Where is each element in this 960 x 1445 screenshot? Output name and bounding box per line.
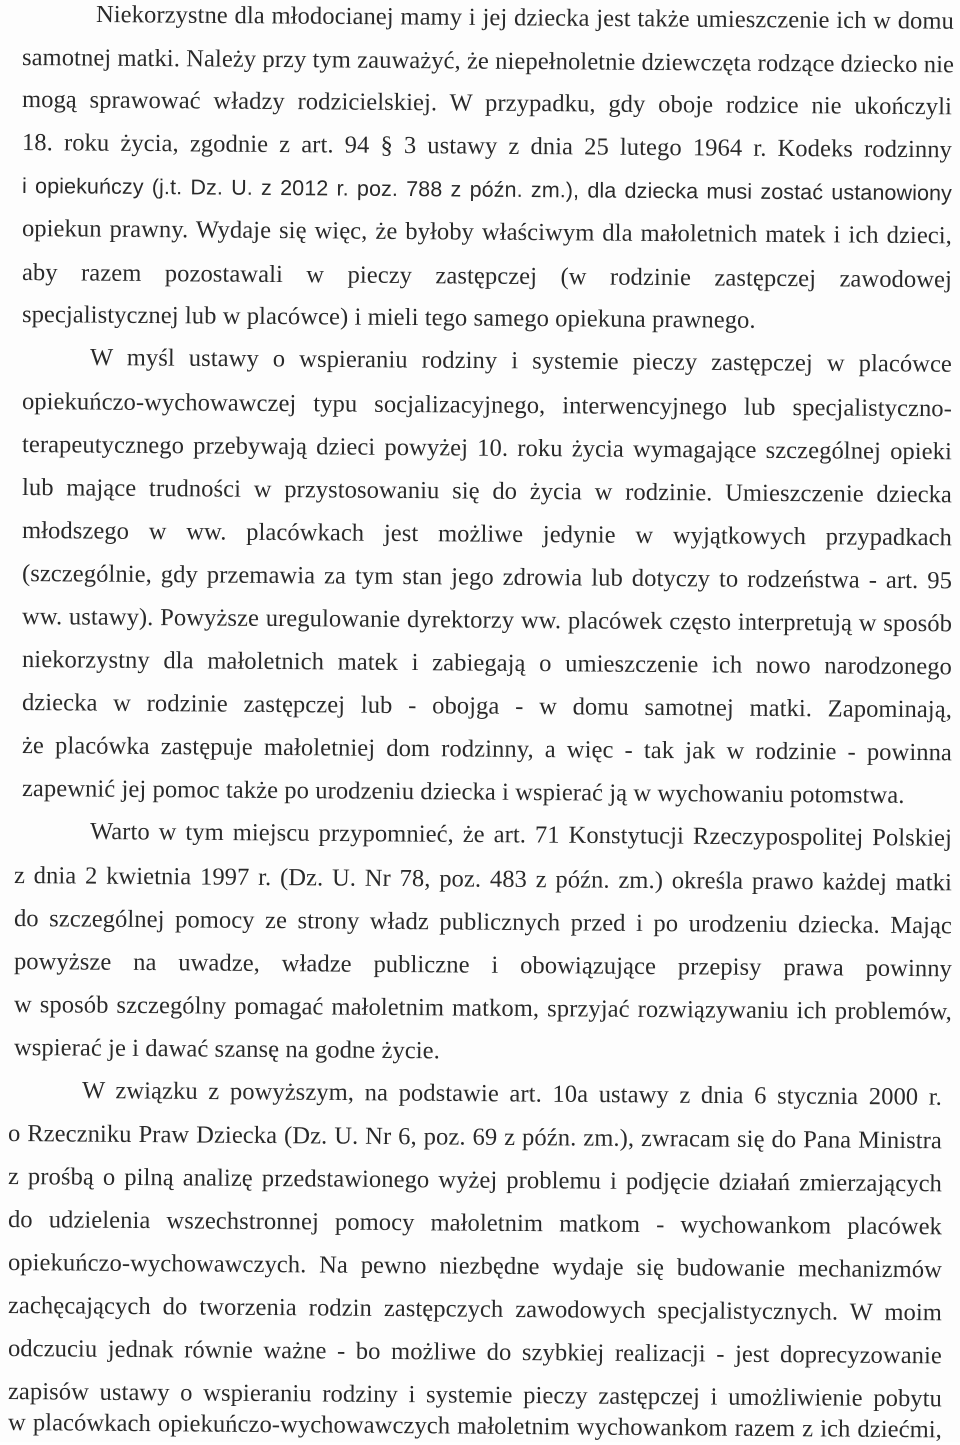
text-line: Warto w tym miejscu przypomnieć, że art. 71 Konstytucji Rzeczypospolitej Polskiej — [89, 818, 953, 852]
text-line: zachęcających do tworzenia rodzin zastępczych zawodowych specjalistycznych. W moim — [7, 1292, 943, 1327]
text-line: mogą sprawować władzy rodzicielskiej. W przypadku, gdy oboje rodzice nie ukończyli — [21, 86, 953, 121]
text-line: zapewnić jej pomoc także po urodzeniu dziecka i wspierać ją w wychowaniu potomstwa. — [21, 775, 905, 809]
text-line: odczuciu jednak równie ważne - bo możliwe do szybkiej realizacji - jest doprecyzowanie — [7, 1335, 943, 1370]
text-line: do szczególnej pomocy ze strony władz publicznych przed i po urodzeniu dziecka. Mając — [13, 905, 953, 940]
text-line: W związku z powyższym, na podstawie art. 10a ustawy z dnia 6 stycznia 2000 r. — [81, 1077, 943, 1111]
text-line: młodszego w ww. placówkach jest możliwe jedynie w wyjątkowych przypadkach — [21, 517, 953, 552]
text-line: lub mające trudności w przystosowaniu się do życia w rodzinie. Umieszczenie dziecka — [21, 474, 953, 509]
text-line: opiekuńczo-wychowawczej typu socjalizacyjnego, interwencyjnego lub specjalistyczno- — [21, 388, 953, 423]
text-line: i opiekuńczy (j.t. Dz. U. z 2012 r. poz. 788 z późn. zm.), dla dziecka musi zostać ustanowiony — [21, 174, 953, 206]
text-line: z prośbą o pilną analizę przedstawionego wyżej problemu i podjęcie działań zmierzających — [7, 1163, 943, 1198]
text-line: w sposób szczególny pomagać małoletnim matkom, sprzyjać rozwiązywaniu ich problemów, — [13, 991, 953, 1026]
text-line: opiekuńczo-wychowawczych. Na pewno niezbędne wydaje się budowanie mechanizmów — [7, 1249, 943, 1284]
text-line: powyższe na uwadze, władze publiczne i obowiązujące przepisy prawa powinny — [13, 948, 953, 983]
text-line: dziecka w rodzinie zastępczej lub - obojga - w domu samotnej matki. Zapominają, — [21, 689, 953, 724]
text-line: z dnia 2 kwietnia 1997 r. (Dz. U. Nr 78, poz. 483 z późn. zm.) określa prawo każdej matki — [13, 862, 953, 897]
text-line: 18. roku życia, zgodnie z art. 94 § 3 ustawy z dnia 25 lutego 1964 r. Kodeks rodzinny — [21, 129, 953, 164]
text-line: o Rzeczniku Praw Dziecka (Dz. U. Nr 6, poz. 69 z późn. zm.), zwracam się do Pana Ministra — [7, 1120, 943, 1155]
text-line: specjalistycznej lub w placówce) i mieli tego samego opiekuna prawnego. — [21, 301, 756, 334]
text-line: wspierać je i dawać szansę na godne życie. — [13, 1034, 441, 1065]
text-line: niekorzystny dla małoletnich matek i zabiegają o umieszczenie ich nowo narodzonego — [21, 646, 953, 681]
text-line: ww. ustawy). Powyższe uregulowanie dyrektorzy ww. placówek często interpretują w sposób — [21, 603, 953, 638]
text-line: że placówka zastępuje małoletniej dom rodzinny, a więc - tak jak w rodzinie - powinna — [21, 732, 953, 767]
text-line: opiekun prawny. Wydaje się więc, że byłoby właściwym dla małoletnich matek i ich dzieci, — [21, 215, 953, 250]
text-line: w placówkach opiekuńczo-wychowawczych małoletnim wychowankom razem z ich dziećmi, — [7, 1409, 943, 1444]
text-line: (szczególnie, gdy przemawia za tym stan jego zdrowia lub dotyczy to rodzeństwa - art. 95 — [21, 560, 953, 595]
text-line: W myśl ustawy o wspieraniu rodziny i systemie pieczy zastępczej w placówce — [89, 344, 953, 378]
text-line: aby razem pozostawali w pieczy zastępczej (w rodzinie zastępczej zawodowej — [21, 259, 953, 294]
text-line: terapeutycznego przebywają dzieci powyżej 10. roku życia wymagające szczególnej opieki — [21, 431, 953, 466]
text-line: do udzielenia wszechstronnej pomocy małoletnim matkom - wychowankom placówek — [7, 1206, 943, 1241]
text-line: zapisów ustawy o wspieraniu rodziny i systemie pieczy zastępczej i umożliwienie pobytu — [7, 1378, 943, 1413]
text-line: samotnej matki. Należy przy tym zauważyć, że niepełnoletnie dziewczęta rodzące dziecko nie — [21, 44, 955, 79]
text-line: Niekorzystne dla młodocianej mamy i jej dziecka jest także umieszczenie ich w domu — [95, 1, 955, 35]
